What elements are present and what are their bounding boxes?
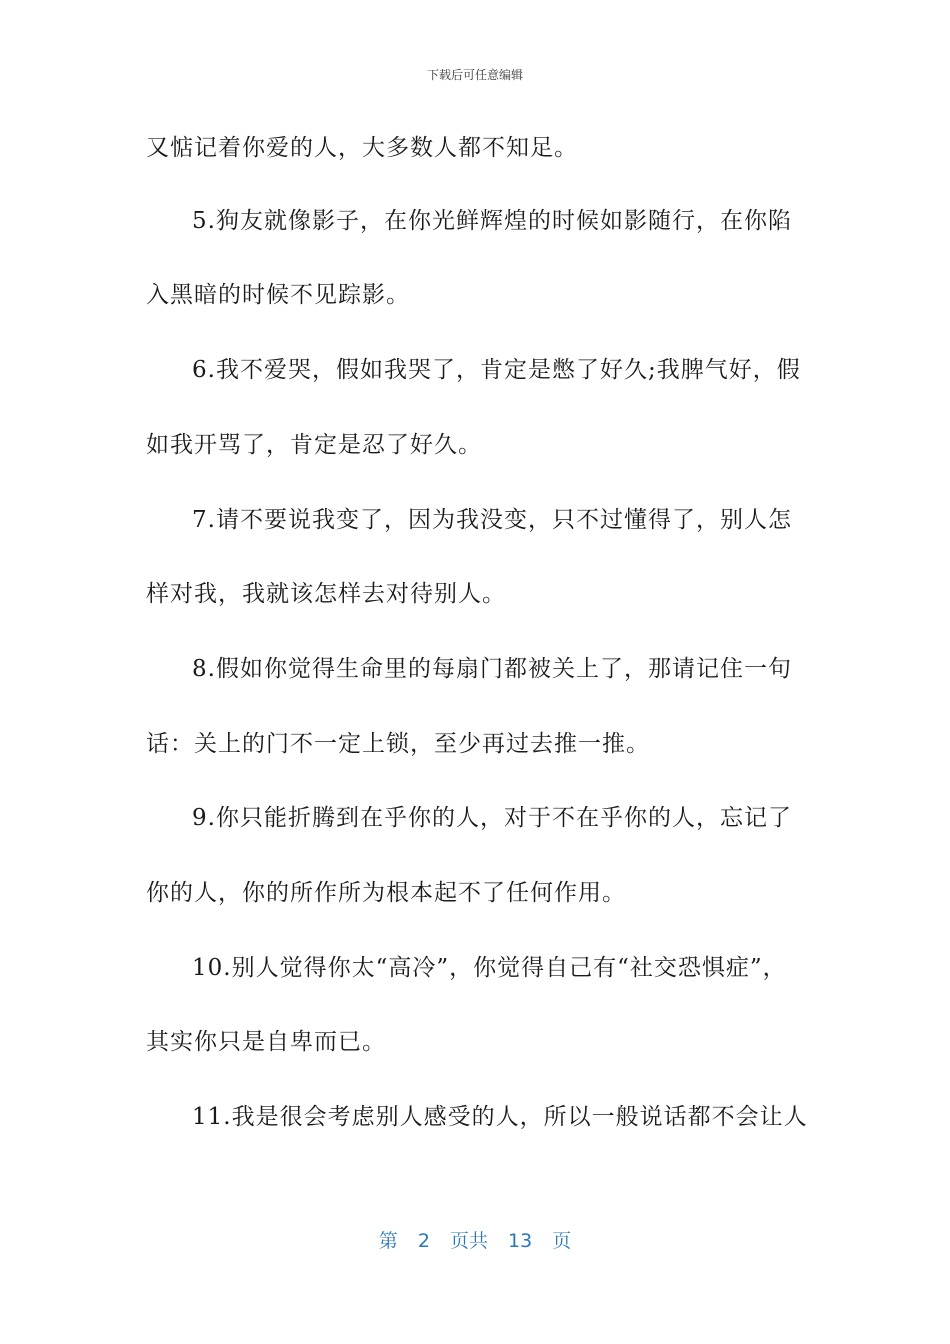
text-line: 6.我不爱哭，假如我哭了，肯定是憋了好久;我脾气好，假	[192, 357, 801, 383]
text-line: 5.狗友就像影子，在你光鲜辉煌的时候如影随行，在你陷	[192, 208, 792, 234]
text-line: 10.别人觉得你太“高冷”，你觉得自己有“社交恐惧症”，	[192, 955, 787, 981]
text-line: 11.我是很会考虑别人感受的人，所以一般说话都不会让人	[192, 1104, 808, 1130]
text-line: 又惦记着你爱的人，大多数人都不知足。	[146, 135, 578, 161]
page-header: 下载后可任意编辑	[426, 68, 523, 82]
text-line: 其实你只是自卑而已。	[146, 1029, 386, 1055]
text-line: 样对我，我就该怎样去对待别人。	[146, 581, 506, 607]
text-line: 7.请不要说我变了，因为我没变，只不过懂得了，别人怎	[192, 507, 792, 533]
text-line: 8.假如你觉得生命里的每扇门都被关上了，那请记住一句	[192, 656, 792, 682]
text-line: 如我开骂了，肯定是忍了好久。	[146, 432, 482, 458]
text-line: 话：关上的门不一定上锁，至少再过去推一推。	[146, 731, 650, 757]
text-line: 入黑暗的时候不见踪影。	[146, 282, 410, 308]
text-line: 9.你只能折腾到在乎你的人，对于不在乎你的人，忘记了	[192, 805, 792, 831]
page-footer: 第 2 页共 13 页	[378, 1230, 572, 1252]
text-line: 你的人，你的所作所为根本起不了任何作用。	[146, 880, 626, 906]
